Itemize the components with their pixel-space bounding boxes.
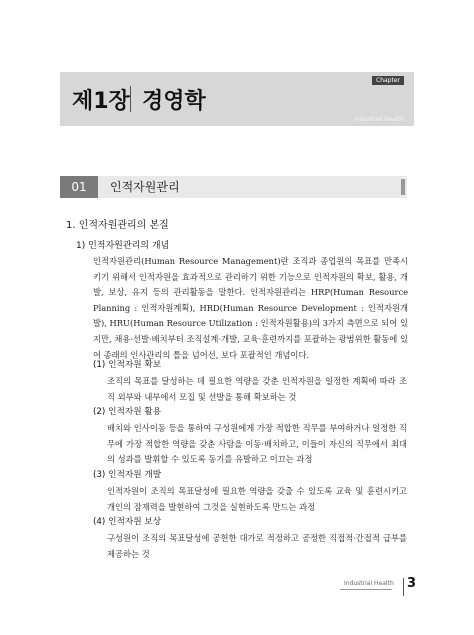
item-heading: (1) 인적자원 확보 (93, 360, 162, 370)
item-body: 조직의 목표를 달성하는 데 필요한 역량을 갖춘 인적자원을 일정한 계획에 따라 조직 외부와 내부에서 모집 및 선발을 통해 확보하는 것 (107, 376, 407, 402)
section-number: 01 (60, 176, 98, 198)
chapter-watermark: Industrial Health (354, 116, 404, 123)
section-title: 인적자원관리 (110, 180, 180, 194)
item-body: 인적자원이 조직의 목표달성에 필요한 역량을 갖출 수 있도록 교육 및 훈련시키고 개인의 잠재력을 발현하여 그것을 실현하도록 만드는 과정 (107, 486, 407, 512)
intro-paragraph: 인적자원관리(Human Resource Management)란 조직과 종업원의 목표를 만족시키기 위해서 인적자원을 효과적으로 관리하기 위한 기능으로 인적자원의 확보, 활용, 개발, 보상, 유지 등의 관리활동을 말한다. 인적자원관리는 HRP(Human Resource Planning : 인적자원계획), HRD(Human Resource Development : 인적자원개발), HRU(Human Resource Utilization : 인적자원활용)의 3가지 측면으로 되어 있지만, 채용·선발·배치부터 조직설계·개발, 교육·훈련까지를 포괄하는 광범위한 활동에 있어 종래의 인사관리의 틀을 넘어선, 보다 포괄적인 개념이다. (93, 256, 408, 360)
heading-level-2: 1) 인적자원관리의 개념 (76, 241, 170, 251)
chapter-number: 제1장 (72, 89, 130, 114)
heading-level-1: 1. 인적자원관리의 본질 (66, 220, 169, 231)
item-heading: (3) 인적자원 개발 (93, 470, 162, 480)
chapter-tag: Chapter (372, 76, 404, 85)
item-heading: (2) 인적자원 활용 (93, 407, 162, 417)
item-body: 구성원이 조직의 목표달성에 공헌한 대가로 적정하고 공정한 직접적·간접적 급부를 제공하는 것 (107, 533, 407, 559)
chapter-banner (60, 72, 414, 126)
item-heading: (4) 인적자원 보상 (93, 517, 162, 527)
chapter-subject: 경영학 (142, 89, 206, 114)
footer-divider (403, 578, 404, 596)
item-body: 배치와 인사이동 등을 통하여 구성원에게 가장 적합한 직무를 부여하거나 일정한 직무에 가장 적합한 역량을 갖춘 사람을 이동·배치하고, 이들이 자신의 직무에서 최대의 성과를 발휘할 수 있도록 동기를 유발하고 이끄는 과정 (107, 423, 407, 465)
footer-label: Industrial Health (344, 580, 394, 587)
section-edge-mark (401, 179, 405, 195)
section-header (60, 176, 407, 198)
footer-rule (340, 589, 392, 590)
page-number: 3 (407, 576, 417, 591)
chapter-divider (130, 86, 131, 112)
